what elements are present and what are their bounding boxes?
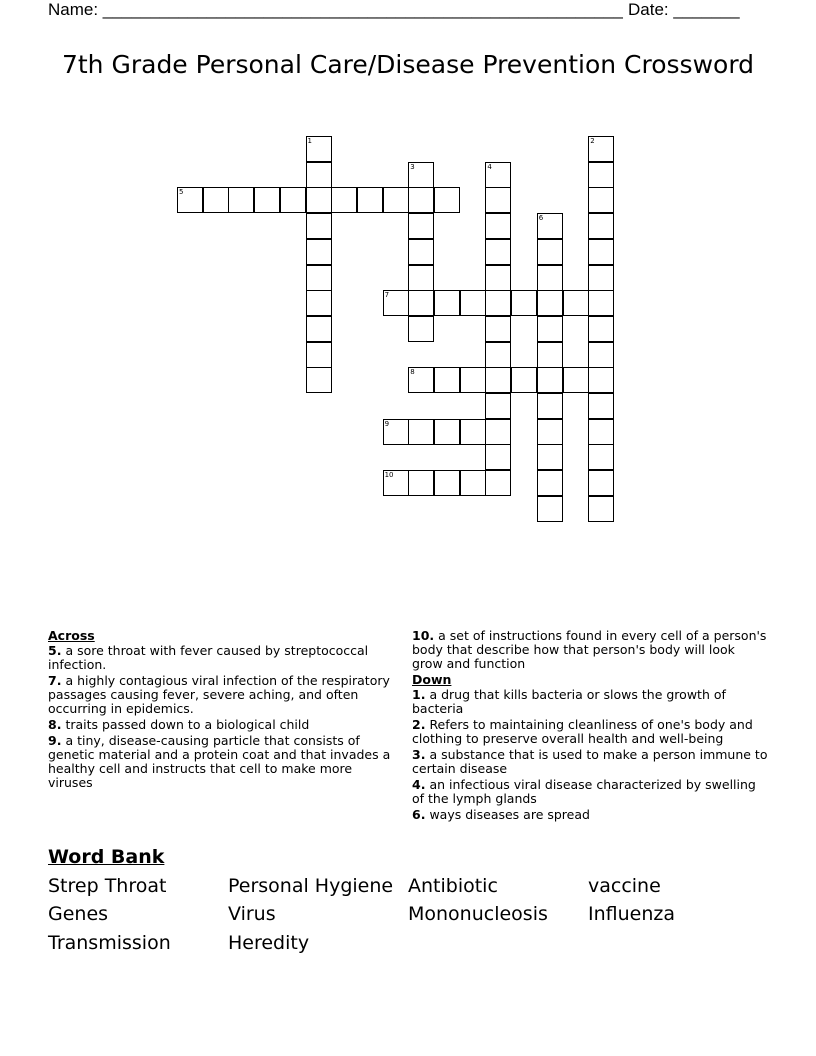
crossword-cell[interactable]	[485, 470, 511, 496]
page-title: 7th Grade Personal Care/Disease Prevention Crossword	[61, 50, 755, 79]
crossword-cell[interactable]	[588, 213, 614, 239]
date-line[interactable]: Date: _______	[628, 0, 740, 19]
crossword-cell[interactable]	[408, 470, 434, 496]
crossword-cell[interactable]	[537, 239, 563, 265]
word-bank-item: Strep Throat	[48, 875, 167, 897]
word-bank-item: Genes	[48, 903, 109, 925]
crossword-cell[interactable]	[588, 470, 614, 496]
crossword-cell[interactable]	[588, 290, 614, 316]
crossword-cell[interactable]	[306, 316, 332, 342]
clue-number: 2	[590, 137, 595, 145]
crossword-cell[interactable]	[588, 316, 614, 342]
crossword-cell[interactable]	[306, 162, 332, 188]
crossword-cell[interactable]	[357, 187, 383, 213]
crossword-cell[interactable]	[434, 419, 460, 445]
crossword-cell[interactable]	[408, 367, 434, 393]
crossword-cell[interactable]	[460, 419, 486, 445]
crossword-cell[interactable]	[588, 136, 614, 162]
crossword-cell[interactable]	[306, 342, 332, 368]
crossword-cell[interactable]	[408, 290, 434, 316]
crossword-cell[interactable]	[485, 393, 511, 419]
crossword-cell[interactable]	[485, 342, 511, 368]
clue-down-1: 1. a drug that kills bacteria or slows the growth of bacteria	[412, 687, 726, 716]
across-heading: Across	[48, 628, 95, 643]
down-heading: Down	[412, 672, 452, 687]
crossword-cell[interactable]	[306, 290, 332, 316]
clue-down-2: 2. Refers to maintaining cleanliness of one's body and clothing to preserve overall health and well-being	[412, 717, 753, 746]
crossword-cell[interactable]	[588, 367, 614, 393]
crossword-cell[interactable]	[408, 187, 434, 213]
word-bank-item: Transmission	[48, 932, 171, 954]
clue-across-5: 5. a sore throat with fever caused by streptococcal infection.	[48, 643, 369, 672]
word-bank-item: Antibiotic	[408, 875, 498, 897]
crossword-cell[interactable]	[408, 419, 434, 445]
crossword-cell[interactable]	[434, 187, 460, 213]
clue-across-7: 7. a highly contagious viral infection of the respiratory passages causing fever, severe aching, and often occurring in epidemics.	[48, 673, 390, 716]
clue-number: 10	[384, 471, 394, 480]
crossword-cell[interactable]	[434, 290, 460, 316]
crossword-cell[interactable]	[485, 444, 511, 470]
crossword-cell[interactable]	[254, 187, 280, 213]
clue-down-3: 3. a substance that is used to make a person immune to certain disease	[412, 747, 768, 776]
crossword-cell[interactable]	[383, 470, 409, 496]
crossword-cell[interactable]	[485, 187, 511, 213]
clue-down-4: 4. an infectious viral disease characterized by swelling of the lymph glands	[412, 777, 756, 806]
crossword-cell[interactable]	[485, 213, 511, 239]
crossword-cell[interactable]	[588, 419, 614, 445]
word-bank-item: Virus	[228, 903, 276, 925]
clue-number: 6	[538, 214, 544, 223]
word-bank-item: vaccine	[588, 875, 661, 897]
crossword-cell[interactable]	[485, 367, 511, 393]
crossword-cell[interactable]	[460, 470, 486, 496]
crossword-cell[interactable]	[485, 316, 511, 342]
crossword-cell[interactable]	[588, 342, 614, 368]
crossword-cell[interactable]	[537, 496, 563, 522]
crossword-cell[interactable]	[588, 496, 614, 522]
crossword-cell[interactable]	[511, 290, 537, 316]
crossword-cell[interactable]	[537, 342, 563, 368]
clue-number: 3	[410, 162, 415, 171]
crossword-cell[interactable]	[280, 187, 306, 213]
crossword-cell[interactable]	[537, 444, 563, 470]
clue-number: 1	[307, 137, 312, 145]
crossword-cell[interactable]	[485, 239, 511, 265]
crossword-cell[interactable]	[383, 419, 409, 445]
crossword-cell[interactable]	[563, 290, 589, 316]
clue-number: 5	[179, 188, 184, 197]
word-bank-item: Mononucleosis	[408, 903, 548, 925]
clue-across-8: 8. traits passed down to a biological child	[48, 717, 310, 732]
crossword-cell[interactable]	[588, 265, 614, 291]
crossword-cell[interactable]	[588, 239, 614, 265]
crossword-cell[interactable]	[408, 265, 434, 291]
crossword-cell[interactable]	[306, 136, 332, 162]
crossword-cell[interactable]	[537, 367, 563, 393]
crossword-cell[interactable]	[460, 290, 486, 316]
crossword-cell[interactable]	[408, 239, 434, 265]
clue-down-6: 6. ways diseases are spread	[412, 807, 590, 822]
word-bank-item: Influenza	[588, 903, 676, 925]
clue-number: 4	[487, 162, 492, 171]
crossword-cell[interactable]	[408, 316, 434, 342]
crossword-cell[interactable]	[306, 265, 332, 291]
crossword-cell[interactable]	[306, 367, 332, 393]
crossword-cell[interactable]	[485, 162, 511, 188]
crossword-cell[interactable]	[434, 470, 460, 496]
crossword-cell[interactable]	[537, 265, 563, 291]
crossword-cell[interactable]	[383, 187, 409, 213]
word-bank-item: Heredity	[228, 932, 310, 954]
clue-across-9: 9. a tiny, disease-causing particle that consists of genetic material and a protein coat and that invades a healthy cell and instructs that cell to make more viruses	[48, 733, 391, 790]
crossword-cell[interactable]	[228, 187, 254, 213]
clue-number: 9	[384, 419, 390, 428]
down-clues	[412, 629, 768, 824]
word-bank-item: Personal Hygiene	[228, 875, 394, 897]
crossword-cell[interactable]	[177, 187, 203, 213]
crossword-cell[interactable]	[306, 213, 332, 239]
clue-number: 7	[384, 291, 390, 300]
clue-number: 8	[410, 368, 415, 377]
crossword-cell[interactable]	[408, 213, 434, 239]
crossword-cell[interactable]	[203, 187, 229, 213]
crossword-cell[interactable]	[460, 367, 486, 393]
crossword-cell[interactable]	[383, 290, 409, 316]
crossword-cell[interactable]	[306, 239, 332, 265]
crossword-cell[interactable]	[537, 419, 563, 445]
crossword-cell[interactable]	[306, 187, 332, 213]
crossword-cell[interactable]	[485, 419, 511, 445]
word-bank-title: Word Bank	[48, 846, 165, 868]
crossword-cell[interactable]	[588, 162, 614, 188]
clue-across-10: 10. a set of instructions found in every cell of a person's body that describe how that person's body will look grow and function	[412, 628, 767, 671]
across-clues	[48, 629, 400, 792]
crossword-cell[interactable]	[537, 213, 563, 239]
crossword-cell[interactable]	[563, 367, 589, 393]
crossword-cell[interactable]	[408, 162, 434, 188]
crossword-cell[interactable]	[537, 393, 563, 419]
crossword-cell[interactable]	[537, 290, 563, 316]
crossword-cell[interactable]	[485, 290, 511, 316]
crossword-cell[interactable]	[537, 470, 563, 496]
crossword-cell[interactable]	[588, 393, 614, 419]
crossword-cell[interactable]	[511, 367, 537, 393]
crossword-cell[interactable]	[588, 444, 614, 470]
crossword-cell[interactable]	[485, 265, 511, 291]
crossword-cell[interactable]	[331, 187, 357, 213]
crossword-cell[interactable]	[434, 367, 460, 393]
name-line[interactable]: Name: _______________________________________________________	[48, 0, 623, 19]
crossword-cell[interactable]	[537, 316, 563, 342]
crossword-cell[interactable]	[588, 187, 614, 213]
